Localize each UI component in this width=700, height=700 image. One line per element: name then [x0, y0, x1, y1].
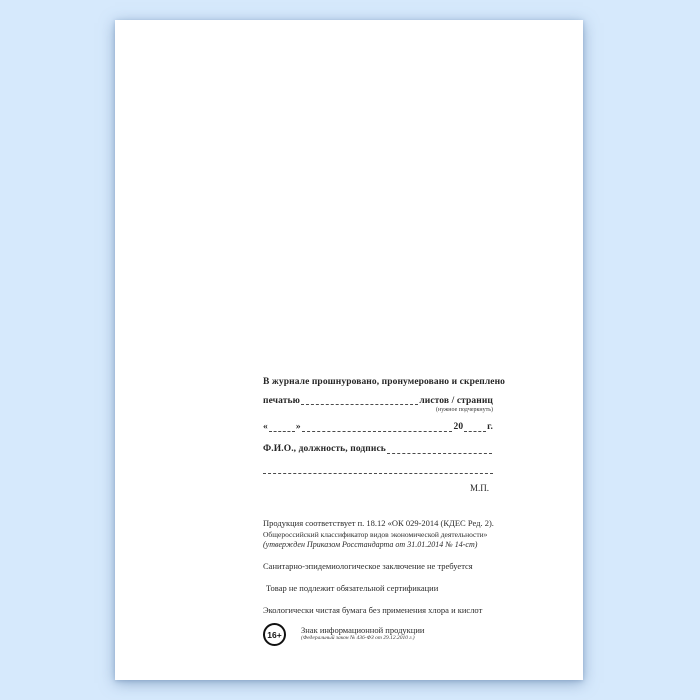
seal-blank-line	[301, 404, 418, 405]
eco-statement: Экологически чистая бумага без применения хлора и кислот	[263, 605, 483, 615]
age-rating-16-badge-icon: 16+	[263, 623, 286, 646]
binding-statement: В журнале прошнуровано, пронумеровано и скреплено	[263, 377, 506, 387]
year-suffix: г.	[487, 422, 493, 432]
underline-note: (нужное подчеркнуть)	[436, 407, 493, 413]
signature-continuation-line	[263, 473, 493, 474]
year-prefix: 20	[453, 422, 464, 432]
close-quote: »	[295, 422, 301, 432]
year-blank-line	[464, 431, 486, 432]
certification-block	[263, 518, 493, 646]
day-blank-line	[269, 431, 295, 432]
month-blank-line	[302, 431, 453, 432]
signature-row	[263, 444, 493, 455]
product-compliance-line1: Продукция соответствует п. 18.12 «ОК 029-2014 (КДЕС Ред. 2).	[263, 518, 494, 528]
journal-back-page	[115, 20, 583, 680]
info-sign-text	[301, 622, 424, 642]
date-row	[263, 422, 493, 433]
seal-row	[263, 396, 493, 406]
open-quote: «	[263, 422, 268, 432]
product-compliance-line3: (утвержден Приказом Росстандарта от 31.01.2014 № 14-ст)	[263, 540, 478, 549]
info-sign-label: Знак информационной продукции	[301, 625, 425, 635]
info-sign-law-note: (Федеральный закон № 436-ФЗ от 29.12.2010 г.)	[301, 635, 415, 641]
sheets-pages-label: листов / страниц	[419, 396, 493, 406]
certification-statement: Товар не подлежит обязательной сертификации	[266, 583, 439, 593]
seal-prefix-label: печатью	[263, 396, 300, 406]
signature-blank-line	[387, 453, 492, 454]
signature-label: Ф.И.О., должность, подпись	[263, 444, 386, 454]
info-product-row	[263, 622, 493, 646]
seal-place-abbr: М.П.	[469, 483, 489, 493]
document-text-block	[263, 377, 506, 646]
sanitary-statement: Санитарно-эпидемиологическое заключение не требуется	[263, 561, 473, 571]
product-compliance-line2: Общероссийский классификатор видов экономической деятельности»	[263, 530, 488, 539]
